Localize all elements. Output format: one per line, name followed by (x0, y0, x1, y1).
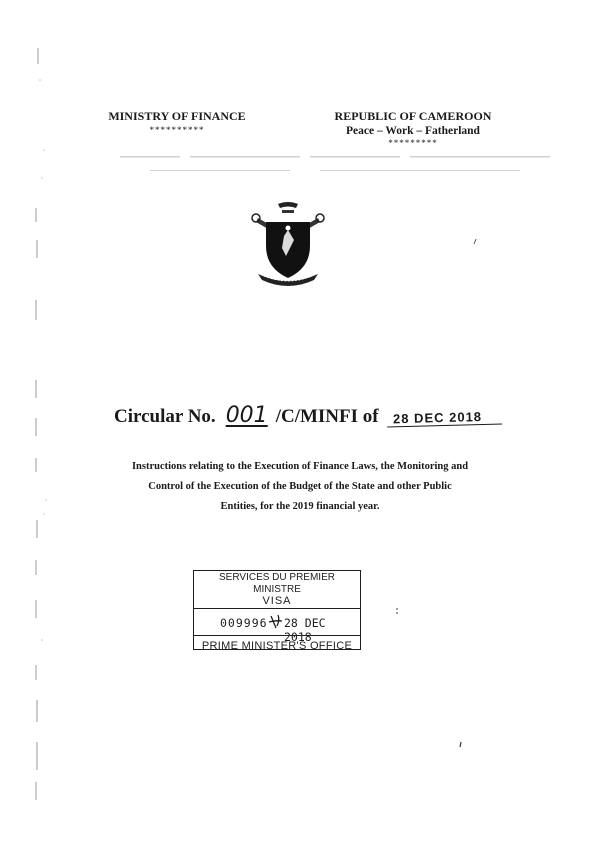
stamp-date: 28 DEC 2018 (284, 616, 326, 644)
stamp-registration (194, 609, 360, 644)
stamp-office-text: PRIME MINISTER'S OFFICE (201, 640, 353, 652)
instructions-line: Instructions relating to the Execution of Finance Laws, the Monitoring and (131, 461, 469, 472)
ministry-name: MINISTRY OF FINANCE (108, 109, 246, 123)
republic-stars: ********* (388, 138, 438, 148)
stray-mark (394, 606, 402, 616)
coat-of-arms-emblem (244, 196, 332, 288)
prime-minister-visa-stamp (193, 570, 361, 650)
ministry-header (92, 109, 262, 135)
stray-mark (458, 741, 464, 749)
stamp-header (194, 571, 360, 609)
instructions-line: Entities, for the 2019 financial year. (220, 501, 380, 512)
stamp-visa-text: VISA (262, 595, 292, 607)
circular-title (114, 403, 494, 433)
stamp-registration-number: 009996 (220, 616, 268, 630)
circular-date-stamp: 28 DEC 2018 (386, 408, 501, 427)
circular-suffix: /C/MINFI of (275, 406, 379, 427)
scan-margin-marks (0, 0, 80, 842)
bleed-through-marks (120, 150, 560, 180)
circular-prefix: Circular No. (114, 406, 216, 427)
stray-mark (472, 238, 478, 246)
republic-name: REPUBLIC OF CAMEROON (334, 109, 492, 123)
instructions-subject (90, 457, 510, 517)
handwritten-mark-icon (268, 612, 284, 632)
ministry-stars: ********** (149, 125, 205, 135)
national-motto: Peace – Work – Fatherland (346, 125, 480, 137)
stamp-services-text: SERVICES DU PREMIER MINISTRE (219, 572, 335, 595)
instructions-line: Control of the Execution of the Budget of the State and other Public (148, 481, 452, 492)
circular-number: 001 (225, 403, 268, 428)
republic-header (318, 109, 508, 148)
